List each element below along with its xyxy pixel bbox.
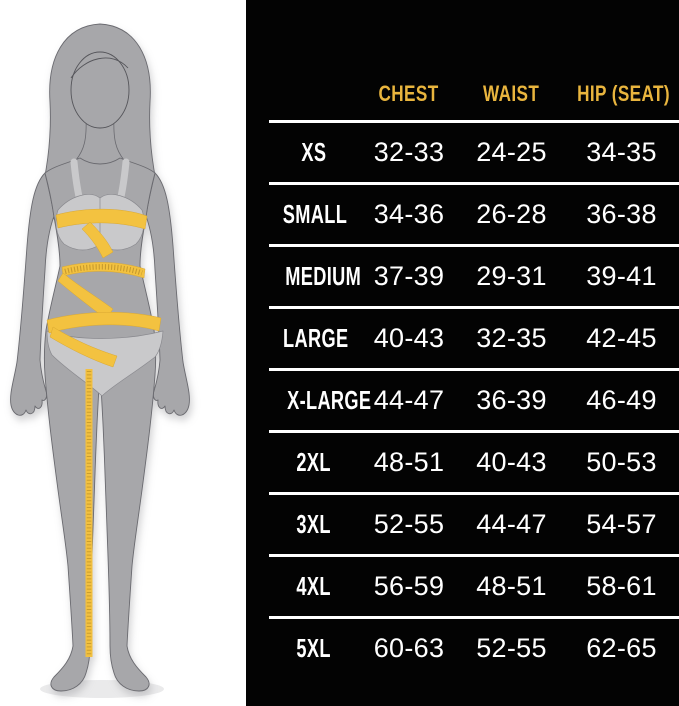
table-row bbox=[246, 371, 679, 430]
column-header-waist-label: WAIST bbox=[483, 81, 540, 106]
chest-value: 52-55 bbox=[373, 509, 445, 539]
size-label-text: 2XL bbox=[296, 447, 332, 477]
size-label-text: 5XL bbox=[296, 633, 332, 663]
size-label bbox=[269, 323, 359, 354]
chest-value: 60-63 bbox=[373, 633, 445, 663]
table-row bbox=[246, 247, 679, 306]
size-label-text: X-LARGE bbox=[287, 385, 372, 415]
waist-value: 40-43 bbox=[476, 447, 547, 477]
chest-value: 34-36 bbox=[373, 199, 445, 229]
table-row bbox=[246, 619, 679, 678]
female-measurement-silhouette bbox=[0, 0, 246, 706]
hip-value: 34-35 bbox=[586, 137, 657, 167]
size-label-text: 4XL bbox=[296, 571, 332, 601]
column-header-hip bbox=[564, 81, 679, 107]
chest-value: 32-33 bbox=[373, 137, 445, 167]
hip-value: 50-53 bbox=[586, 447, 657, 477]
size-label bbox=[269, 509, 359, 540]
chest-value: 56-59 bbox=[373, 571, 445, 601]
waist-value: 44-47 bbox=[476, 509, 547, 539]
hip-value: 62-65 bbox=[586, 633, 657, 663]
size-label-text: XS bbox=[301, 137, 327, 167]
table-row bbox=[246, 557, 679, 616]
face bbox=[71, 52, 129, 128]
table-header-row bbox=[246, 0, 679, 120]
size-label bbox=[269, 447, 359, 478]
size-label-text: 3XL bbox=[296, 509, 332, 539]
table-row bbox=[246, 185, 679, 244]
table-row bbox=[246, 123, 679, 182]
size-label bbox=[269, 137, 359, 168]
hip-value: 46-49 bbox=[586, 385, 657, 415]
waist-value: 52-55 bbox=[476, 633, 547, 663]
column-header-hip-label: HIP (SEAT) bbox=[577, 81, 670, 106]
table-row bbox=[246, 433, 679, 492]
hip-value: 36-38 bbox=[586, 199, 657, 229]
column-header-waist bbox=[459, 81, 564, 107]
waist-value: 24-25 bbox=[476, 137, 547, 167]
size-label bbox=[269, 633, 359, 664]
size-label bbox=[269, 261, 362, 292]
table-row bbox=[246, 309, 679, 368]
column-header-chest bbox=[359, 81, 459, 107]
size-label bbox=[269, 199, 359, 230]
column-header-chest-label: CHEST bbox=[378, 81, 440, 106]
chest-value: 40-43 bbox=[373, 323, 445, 353]
size-label-text: SMALL bbox=[282, 199, 348, 229]
chest-value: 44-47 bbox=[373, 385, 445, 415]
figure-pane bbox=[0, 0, 246, 706]
size-table-body bbox=[246, 120, 679, 678]
table-row bbox=[246, 495, 679, 554]
chest-value: 48-51 bbox=[373, 447, 445, 477]
waist-value: 48-51 bbox=[476, 571, 547, 601]
waist-value: 26-28 bbox=[476, 199, 547, 229]
chest-value: 37-39 bbox=[373, 261, 445, 291]
waist-value: 36-39 bbox=[476, 385, 547, 415]
hip-value: 42-45 bbox=[586, 323, 657, 353]
hip-value: 39-41 bbox=[586, 261, 657, 291]
waist-value: 32-35 bbox=[476, 323, 547, 353]
size-label-text: MEDIUM bbox=[285, 261, 362, 291]
size-label bbox=[269, 571, 359, 602]
size-label-text: LARGE bbox=[283, 323, 349, 353]
waist-value: 29-31 bbox=[476, 261, 547, 291]
size-table bbox=[246, 0, 679, 706]
hip-value: 58-61 bbox=[586, 571, 657, 601]
hip-value: 54-57 bbox=[586, 509, 657, 539]
size-label bbox=[269, 385, 372, 416]
